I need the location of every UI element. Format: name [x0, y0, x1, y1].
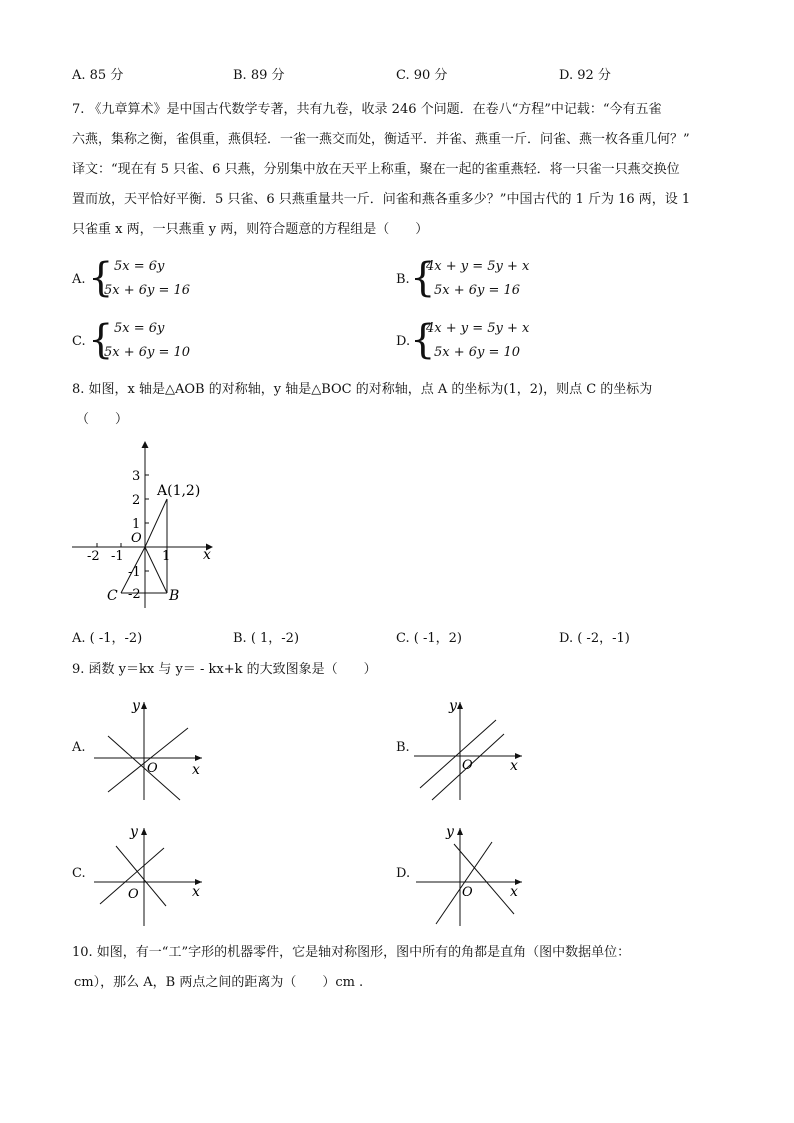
q7-option-c-eq2: 5x + 6y = 10 — [104, 345, 191, 360]
q7-option-b-brace: { — [410, 255, 436, 301]
q7-option-d-eq2: 5x + 6y = 10 — [434, 345, 521, 360]
q9-option-c-label: C. — [72, 866, 86, 881]
q9-d-x-label: x — [510, 884, 518, 900]
q10-line-2: cm），那么 A，B 两点之间的距离为（ ）cm . — [74, 975, 364, 990]
q7-option-c-brace: { — [88, 317, 114, 363]
q9-graph-a — [90, 694, 210, 804]
q9-b-x-label: x — [510, 758, 518, 774]
q7-line-1: 7. 《九章算术》是中国古代数学专著，共有九卷，收录 246 个问题．在卷八“方程”中记载：“今有五雀 — [72, 102, 662, 117]
q8-point-b-label: B — [169, 588, 180, 604]
q8-coordinate-figure — [70, 438, 220, 610]
q9-d-line-1 — [436, 842, 492, 924]
q8-x-tick-1: 1 — [162, 549, 171, 564]
q7-option-a-eq2: 5x + 6y = 16 — [104, 283, 191, 298]
q7-option-d-eq1: 4x + y = 5y + x — [426, 321, 530, 336]
q8-point-c-label: C — [107, 588, 118, 604]
q9-c-y-label: y — [130, 824, 138, 840]
q9-option-d-label: D. — [396, 866, 411, 881]
q9-graph-b — [410, 694, 530, 804]
q9-d-origin: O — [462, 885, 473, 900]
q9-c-x-label: x — [192, 884, 200, 900]
q8-y-tick-1: 1 — [132, 517, 141, 532]
q8-y-tick-3: 3 — [132, 469, 141, 484]
q7-line-4: 置而放，天平恰好平衡．5 只雀、6 只燕重量共一斤．问雀和燕各重多少？”中国古代的 1 斤为 16 两，设 1 — [72, 192, 691, 207]
q8-y-tick-neg2: -2 — [128, 587, 141, 602]
q6-option-c: C. 90 分 — [396, 68, 448, 83]
q9-graph-d — [410, 820, 530, 930]
q8-option-d: D. ( -2，-1) — [559, 631, 630, 646]
q9-option-a-label: A. — [72, 740, 86, 755]
q7-option-d-label: D. — [396, 334, 411, 349]
q8-x-tick-neg1: -1 — [111, 549, 124, 564]
q7-option-c-label: C. — [72, 334, 86, 349]
q9-c-line-2 — [116, 846, 166, 906]
q8-origin-label: O — [131, 531, 142, 546]
q7-line-5: 只雀重 x 两，一只燕重 y 两，则符合题意的方程组是（ ） — [72, 222, 429, 237]
q7-option-b-eq2: 5x + 6y = 16 — [434, 283, 521, 298]
q9-option-b-label: B. — [396, 740, 410, 755]
q7-line-3: 译文：“现在有 5 只雀、6 只燕，分别集中放在天平上称重，聚在一起的雀重燕轻．将一只雀一只燕交换位 — [72, 162, 680, 177]
q7-option-b-eq1: 4x + y = 5y + x — [426, 259, 530, 274]
q7-line-2: 六燕，集称之衡，雀俱重，燕俱轻．一雀一燕交而处，衡适平．并雀、燕重一斤．问雀、燕一枚各重几何？” — [72, 132, 690, 147]
q7-option-a-eq1: 5x = 6y — [114, 259, 165, 274]
q9-b-line-1 — [420, 720, 496, 788]
q6-option-b: B. 89 分 — [233, 68, 285, 83]
q7-option-b-label: B. — [396, 272, 410, 287]
q8-x-tick-neg2: -2 — [87, 549, 100, 564]
q9-b-y-label: y — [449, 698, 457, 714]
q6-option-a: A. 85 分 — [72, 68, 124, 83]
q9-a-line-1 — [108, 728, 188, 792]
q9-b-origin: O — [462, 758, 473, 773]
q9-d-y-label: y — [446, 824, 454, 840]
q8-option-b: B. ( 1，-2) — [233, 631, 300, 646]
q9-question: 9. 函数 y＝kx 与 y＝ - kx+k 的大致图象是（ ） — [72, 662, 377, 677]
q8-y-tick-neg1: -1 — [128, 565, 141, 580]
q9-a-origin: O — [147, 761, 158, 776]
q9-a-y-label: y — [132, 698, 140, 714]
q9-graph-c — [90, 820, 210, 930]
q10-line-1: 10. 如图，有一“工”字形的机器零件，它是轴对称图形，图中所有的角都是直角（图中数据单位： — [72, 945, 631, 960]
q8-point-a-label: A(1,2) — [157, 483, 201, 499]
q9-a-x-label: x — [192, 762, 200, 778]
q7-option-d-brace: { — [410, 317, 436, 363]
q8-line-1: 8. 如图，x 轴是△AOB 的对称轴，y 轴是△BOC 的对称轴，点 A 的坐标为(1，2)，则点 C 的坐标为 — [72, 382, 653, 397]
q9-c-origin: O — [128, 887, 139, 902]
q7-option-c-eq1: 5x = 6y — [114, 321, 165, 336]
q7-option-a-label: A. — [72, 272, 86, 287]
q8-option-a: A. ( -1，-2) — [72, 631, 143, 646]
q8-y-tick-2: 2 — [132, 493, 141, 508]
q7-option-a-brace: { — [88, 255, 114, 301]
q8-line-2: （ ） — [76, 412, 129, 427]
q6-option-d: D. 92 分 — [559, 68, 611, 83]
q8-option-c: C. ( -1，2) — [396, 631, 462, 646]
q8-x-axis-label: x — [203, 547, 211, 563]
